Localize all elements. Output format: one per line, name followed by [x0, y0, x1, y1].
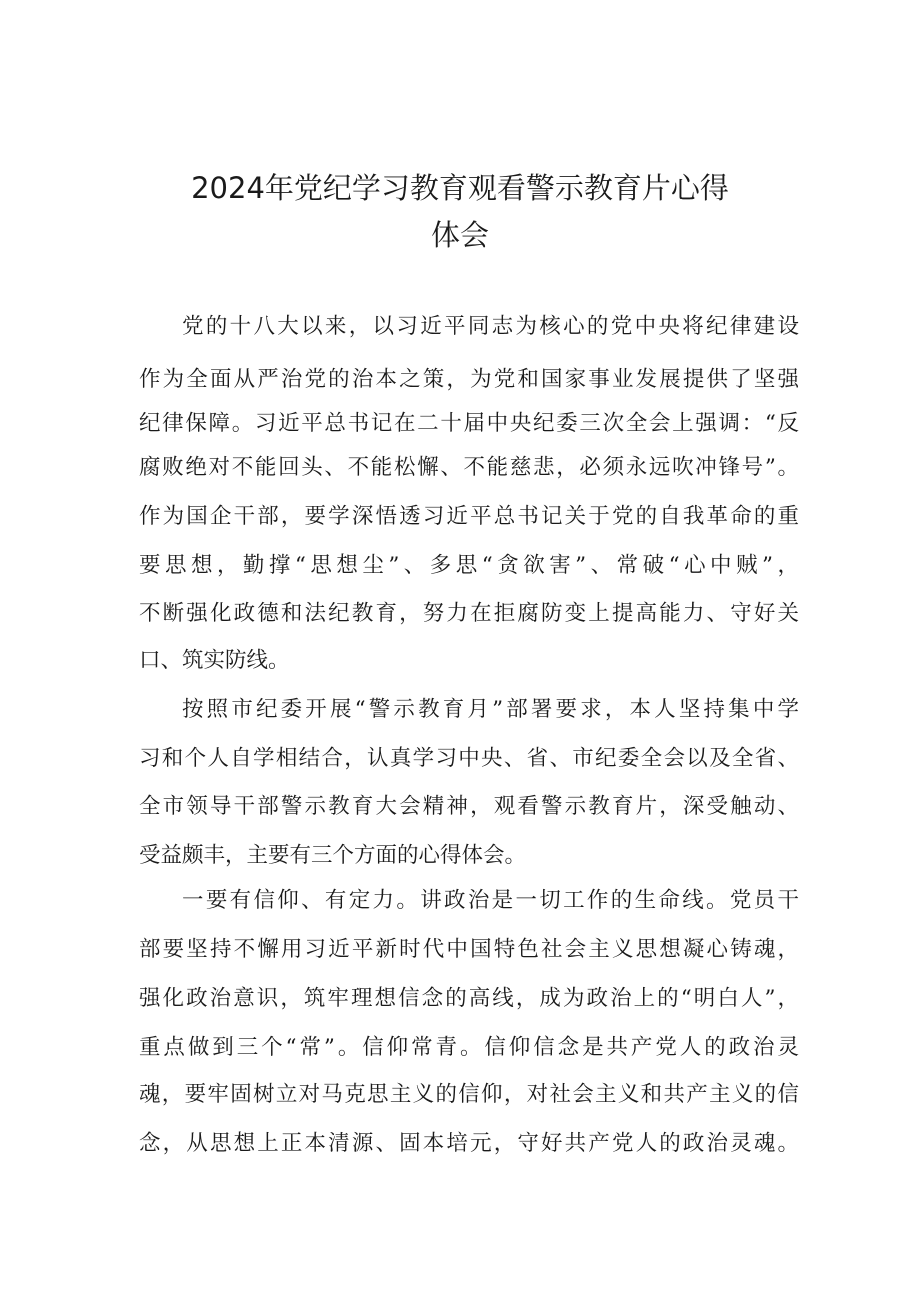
paragraph-1-line-2: 作为全面从严治党的治本之策，为党和国家事业发展提供了坚强 [139, 367, 799, 392]
paragraph-1-line-8: 口、筑实防线。 [139, 648, 290, 673]
paragraph-2-line-2: 习和个人自学相结合，认真学习中央、省、市纪委全会以及全省、 [139, 746, 799, 771]
paragraph-2-line-1: 按照市纪委开展“警示教育月”部署要求，本人坚持集中学 [182, 697, 799, 722]
paragraph-2-line-4: 受益颇丰，主要有三个方面的心得体会。 [139, 843, 527, 868]
document-title-line-1: 2024年党纪学习教育观看警示教育片心得 [191, 171, 729, 205]
paragraph-1-line-4: 腐败绝对不能回头、不能松懈、不能慈悲，必须永远吹冲锋号”。 [139, 455, 799, 480]
paragraph-3-line-3: 强化政治意识，筑牢理想信念的高线，成为政治上的“明白人”， [139, 986, 799, 1011]
paragraph-1-line-7: 不断强化政德和法纪教育，努力在拒腐防变上提高能力、守好关 [139, 601, 799, 626]
paragraph-1-line-6: 要思想，勤撑“思想尘”、多思“贪欲害”、常破“心中贼”， [139, 553, 799, 578]
paragraph-3-line-4: 重点做到三个“常”。信仰常青。信仰信念是共产党人的政治灵 [139, 1035, 799, 1060]
paragraph-1-line-3: 纪律保障。习近平总书记在二十届中央纪委三次全会上强调：“反 [139, 411, 799, 436]
document-title-line-2: 体会 [430, 218, 489, 252]
paragraph-1-line-5: 作为国企干部，要学深悟透习近平总书记关于党的自我革命的重 [139, 504, 799, 529]
paragraph-3-line-6: 念，从思想上正本清源、固本培元，守好共产党人的政治灵魂。 [139, 1131, 799, 1156]
paragraph-3-line-1: 一要有信仰、有定力。讲政治是一切工作的生命线。党员干 [182, 888, 799, 913]
paragraph-3-line-5: 魂，要牢固树立对马克思主义的信仰，对社会主义和共产主义的信 [139, 1082, 799, 1107]
paragraph-3-line-2: 部要坚持不懈用习近平新时代中国特色社会主义思想凝心铸魂， [139, 937, 799, 962]
paragraph-1-line-1: 党的十八大以来，以习近平同志为核心的党中央将纪律建设 [182, 314, 799, 339]
paragraph-2-line-3: 全市领导干部警示教育大会精神，观看警示教育片，深受触动、 [139, 794, 799, 819]
